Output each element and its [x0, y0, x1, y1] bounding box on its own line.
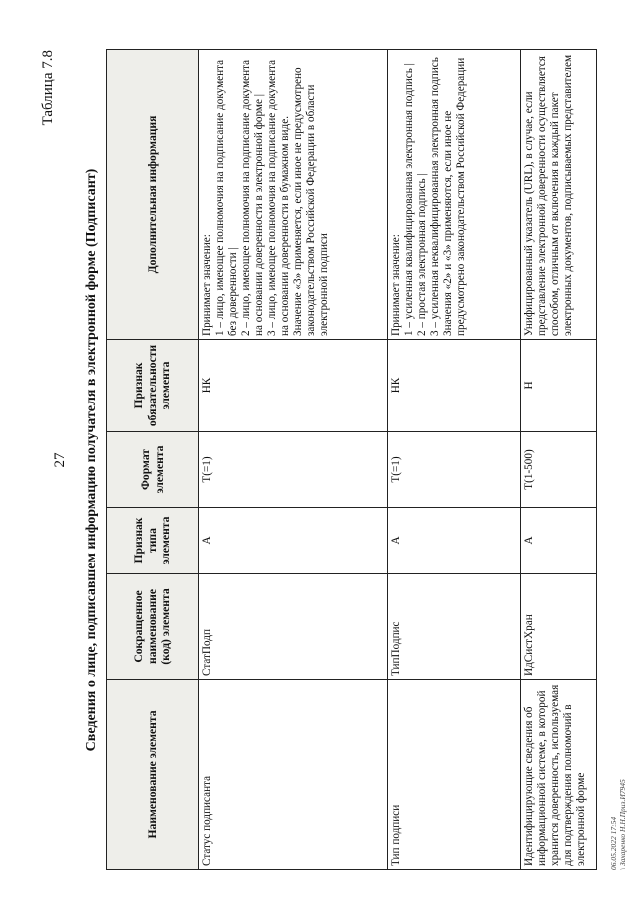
cell-name: Идентифицирующие сведения об информационной системе, в которой хранится доверенность, используемая для подтверждения полномочий в электронной форме: [521, 680, 597, 870]
cell-info: Принимает значение: 1 – лицо, имеющее полномочия на подписание документа без доверенности | 2 – лицо, имеющее полномочия на подписание документа на основании доверенности в электронной форме | 3 – лицо, имеющее полномочия на подписание документа на основании доверенности в бумажном виде. Значение «3» применяется, если иное не предусмотрено законодательством Российской Федерации в области электронной подписи: [199, 50, 388, 340]
footer-stamp: [609, 779, 629, 870]
table-row: [388, 50, 521, 870]
rotated-page: [40, 50, 628, 870]
cell-format: Т(=1): [199, 432, 388, 508]
header-info: Дополнительная информация: [107, 50, 199, 340]
cell-code: ИдСистХран: [521, 574, 597, 680]
footer-line: \ Захаренко Н.Н.Приз.И7945: [618, 779, 628, 870]
table-header-row: [107, 50, 199, 870]
data-table: [106, 49, 597, 870]
document-title: Сведения о лице, подписавшем информацию получателя в электронной форме (Подписант): [84, 168, 99, 752]
page-number: 27: [52, 452, 68, 468]
header-type: Признак типа элемента: [107, 508, 199, 574]
cell-code: ТипПодпис: [388, 574, 521, 680]
header-name: Наименование элемента: [107, 680, 199, 870]
cell-required: НК: [199, 340, 388, 432]
cell-type: А: [199, 508, 388, 574]
cell-type: А: [388, 508, 521, 574]
table-row: [199, 50, 388, 870]
cell-required: НК: [388, 340, 521, 432]
header-required: Признак обязательности элемента: [107, 340, 199, 432]
cell-format: Т(=1): [388, 432, 521, 508]
cell-name: Статус подписанта: [199, 680, 388, 870]
cell-required: Н: [521, 340, 597, 432]
cell-name: Тип подписи: [388, 680, 521, 870]
cell-info: Унифицированный указатель (URL), в случае, если представление электронной доверенности осуществляется способом, отличным от включения в каждый пакет электронных документов, подписываемых представителем: [521, 50, 597, 340]
table-label: Таблица 7.8: [40, 50, 56, 126]
cell-format: Т(1-500): [521, 432, 597, 508]
header-code: Сокращенное наименование (код) элемента: [107, 574, 199, 680]
cell-type: А: [521, 508, 597, 574]
footer-line: 06.05.2022 17:54: [608, 816, 618, 870]
cell-info: Принимает значение: 1 – усиленная квалифицированная электронная подпись | 2 – простая электронная подпись | 3 – усиленная неквалифицированная электронная подпись Значения «2» и «3» применяются, если иное не предусмотрено законодательством Российской Федерации: [388, 50, 521, 340]
cell-code: СтатПодп: [199, 574, 388, 680]
header-format: Формат элемента: [107, 432, 199, 508]
table-row: [521, 50, 597, 870]
